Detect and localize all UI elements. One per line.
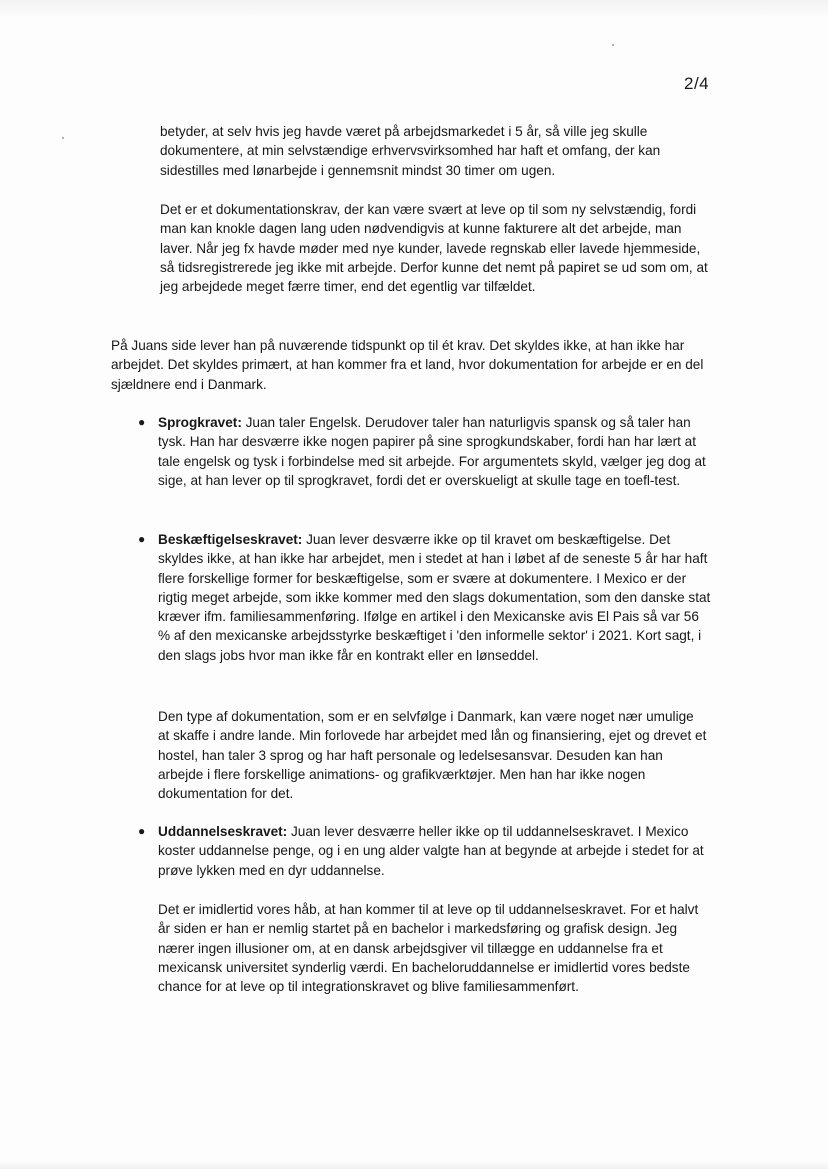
list-item-lead: Sprogkravet: (158, 415, 242, 430)
paragraph-documentation-requirement: Det er et dokumentationskrav, der kan være svært at leve op til som ny selvstændig, fordi man kan knokle dagen lang uden nødvendigvis at kunne fakturere alt det arbejde, man laver. Når jeg fx havde møder med nye kunder, lavede regnskab eller lavede hjemmeside, så tidsregistrerede jeg ikke mit arbejde. Derfor kunne det nemt på papiret se ud som om, at jeg arbejdede meget færre timer, end det egentlig var tilfældet. (160, 202, 708, 295)
paragraph-self-employment-requirement: betyder, at selv hvis jeg havde været på arbejdsmarkedet i 5 år, så ville jeg skulle dokumentere, at min selvstændige erhvervsvirksomhed har haft et omfang, der kan sidestilles med lønarbejde i gennemsnit mindst 30 timer om ugen. (160, 124, 661, 178)
list-item-education-requirement (158, 822, 714, 880)
paragraph-juans-situation: På Juans side lever han på nuværende tidspunkt op til ét krav. Det skyldes ikke, at han ikke har arbejdet. Det skyldes primært, at han kommer fra et land, hvor dokumentation for arbejde er en del sjældnere end i Danmark. (111, 338, 704, 392)
list-item-text: Juan taler Engelsk. Derudover taler han naturligvis spansk og så taler han tysk. Han har desværre ikke nogen papirer på sine sprogkundskaber, fordi han har lært at tale engelsk og tysk i forbindelse med sit arbejde. For argumentets skyld, vælger jeg dog at sige, at han lever op til sprogkravet, fordi det er overskueligt at skulle tage en toefl-test. (158, 415, 706, 488)
list-item-employment-requirement (158, 530, 714, 665)
page-number: 2/4 (684, 74, 710, 93)
bullet-marker: ● (138, 824, 146, 838)
paragraph-documentation-abroad: Den type af dokumentation, som er en selvfølge i Danmark, kan være noget nær umulige at skaffe i andre lande. Min forlovede har arbejdet med lån og finansiering, ejet og drevet et hostel, han taler 3 sprog og har haft personale og ledelsesansvar. Desuden kan han arbejde i flere forskellige animations- og grafikværktøjer. Men han har ikke nogen dokumentation for det. (158, 709, 707, 802)
scan-edge-top (0, 0, 828, 18)
scan-edge-bottom (0, 1161, 828, 1169)
list-item-lead: Beskæftigelseskravet: (158, 532, 303, 547)
list-item-lead: Uddannelseskravet: (158, 824, 288, 839)
bullet-marker: ● (138, 415, 146, 429)
bullet-marker: ● (138, 532, 146, 546)
list-item-text: Juan lever desværre ikke op til kravet om beskæftigelse. Det skyldes ikke, at han ikke har arbejdet, men i stedet at han i løbet af de seneste 5 år har haft flere forskellige former for beskæftigelse, som er svære at dokumentere. I Mexico er der rigtig meget arbejde, som ikke kommer med den slags dokumentation, som den danske stat kræver ifm. familiesammenføring. Ifølge en artikel i den Mexicanske avis El Pais så var 56 % af den mexicanske arbejdsstyrke beskæftiget i 'den informelle sektor' i 2021. Kort sagt, i den slags jobs hvor man ikke får en kontrakt eller en lønseddel. (158, 532, 711, 663)
scan-speck (62, 137, 64, 139)
scan-speck (612, 44, 614, 46)
paragraph-education-hope: Det er imidlertid vores håb, at han kommer til at leve op til uddannelseskravet. For et halvt år siden er han er nemlig startet på en bachelor i markedsføring og grafisk design. Jeg nærer ingen illusioner om, at en dansk arbejdsgiver vil tillægge en uddannelse fra et mexicansk universitet synderlig værdi. En bacheloruddannelse er imidlertid vores bedste chance for at leve op til integrationskravet og blive familiesammenført. (158, 902, 699, 995)
list-item-language-requirement (158, 413, 714, 490)
list-item-text: Juan lever desværre heller ikke op til uddannelseskravet. I Mexico koster uddannelse penge, og i en ung alder valgte han at begynde at arbejde i stedet for at prøve lykken med en dyr uddannelse. (158, 824, 704, 878)
